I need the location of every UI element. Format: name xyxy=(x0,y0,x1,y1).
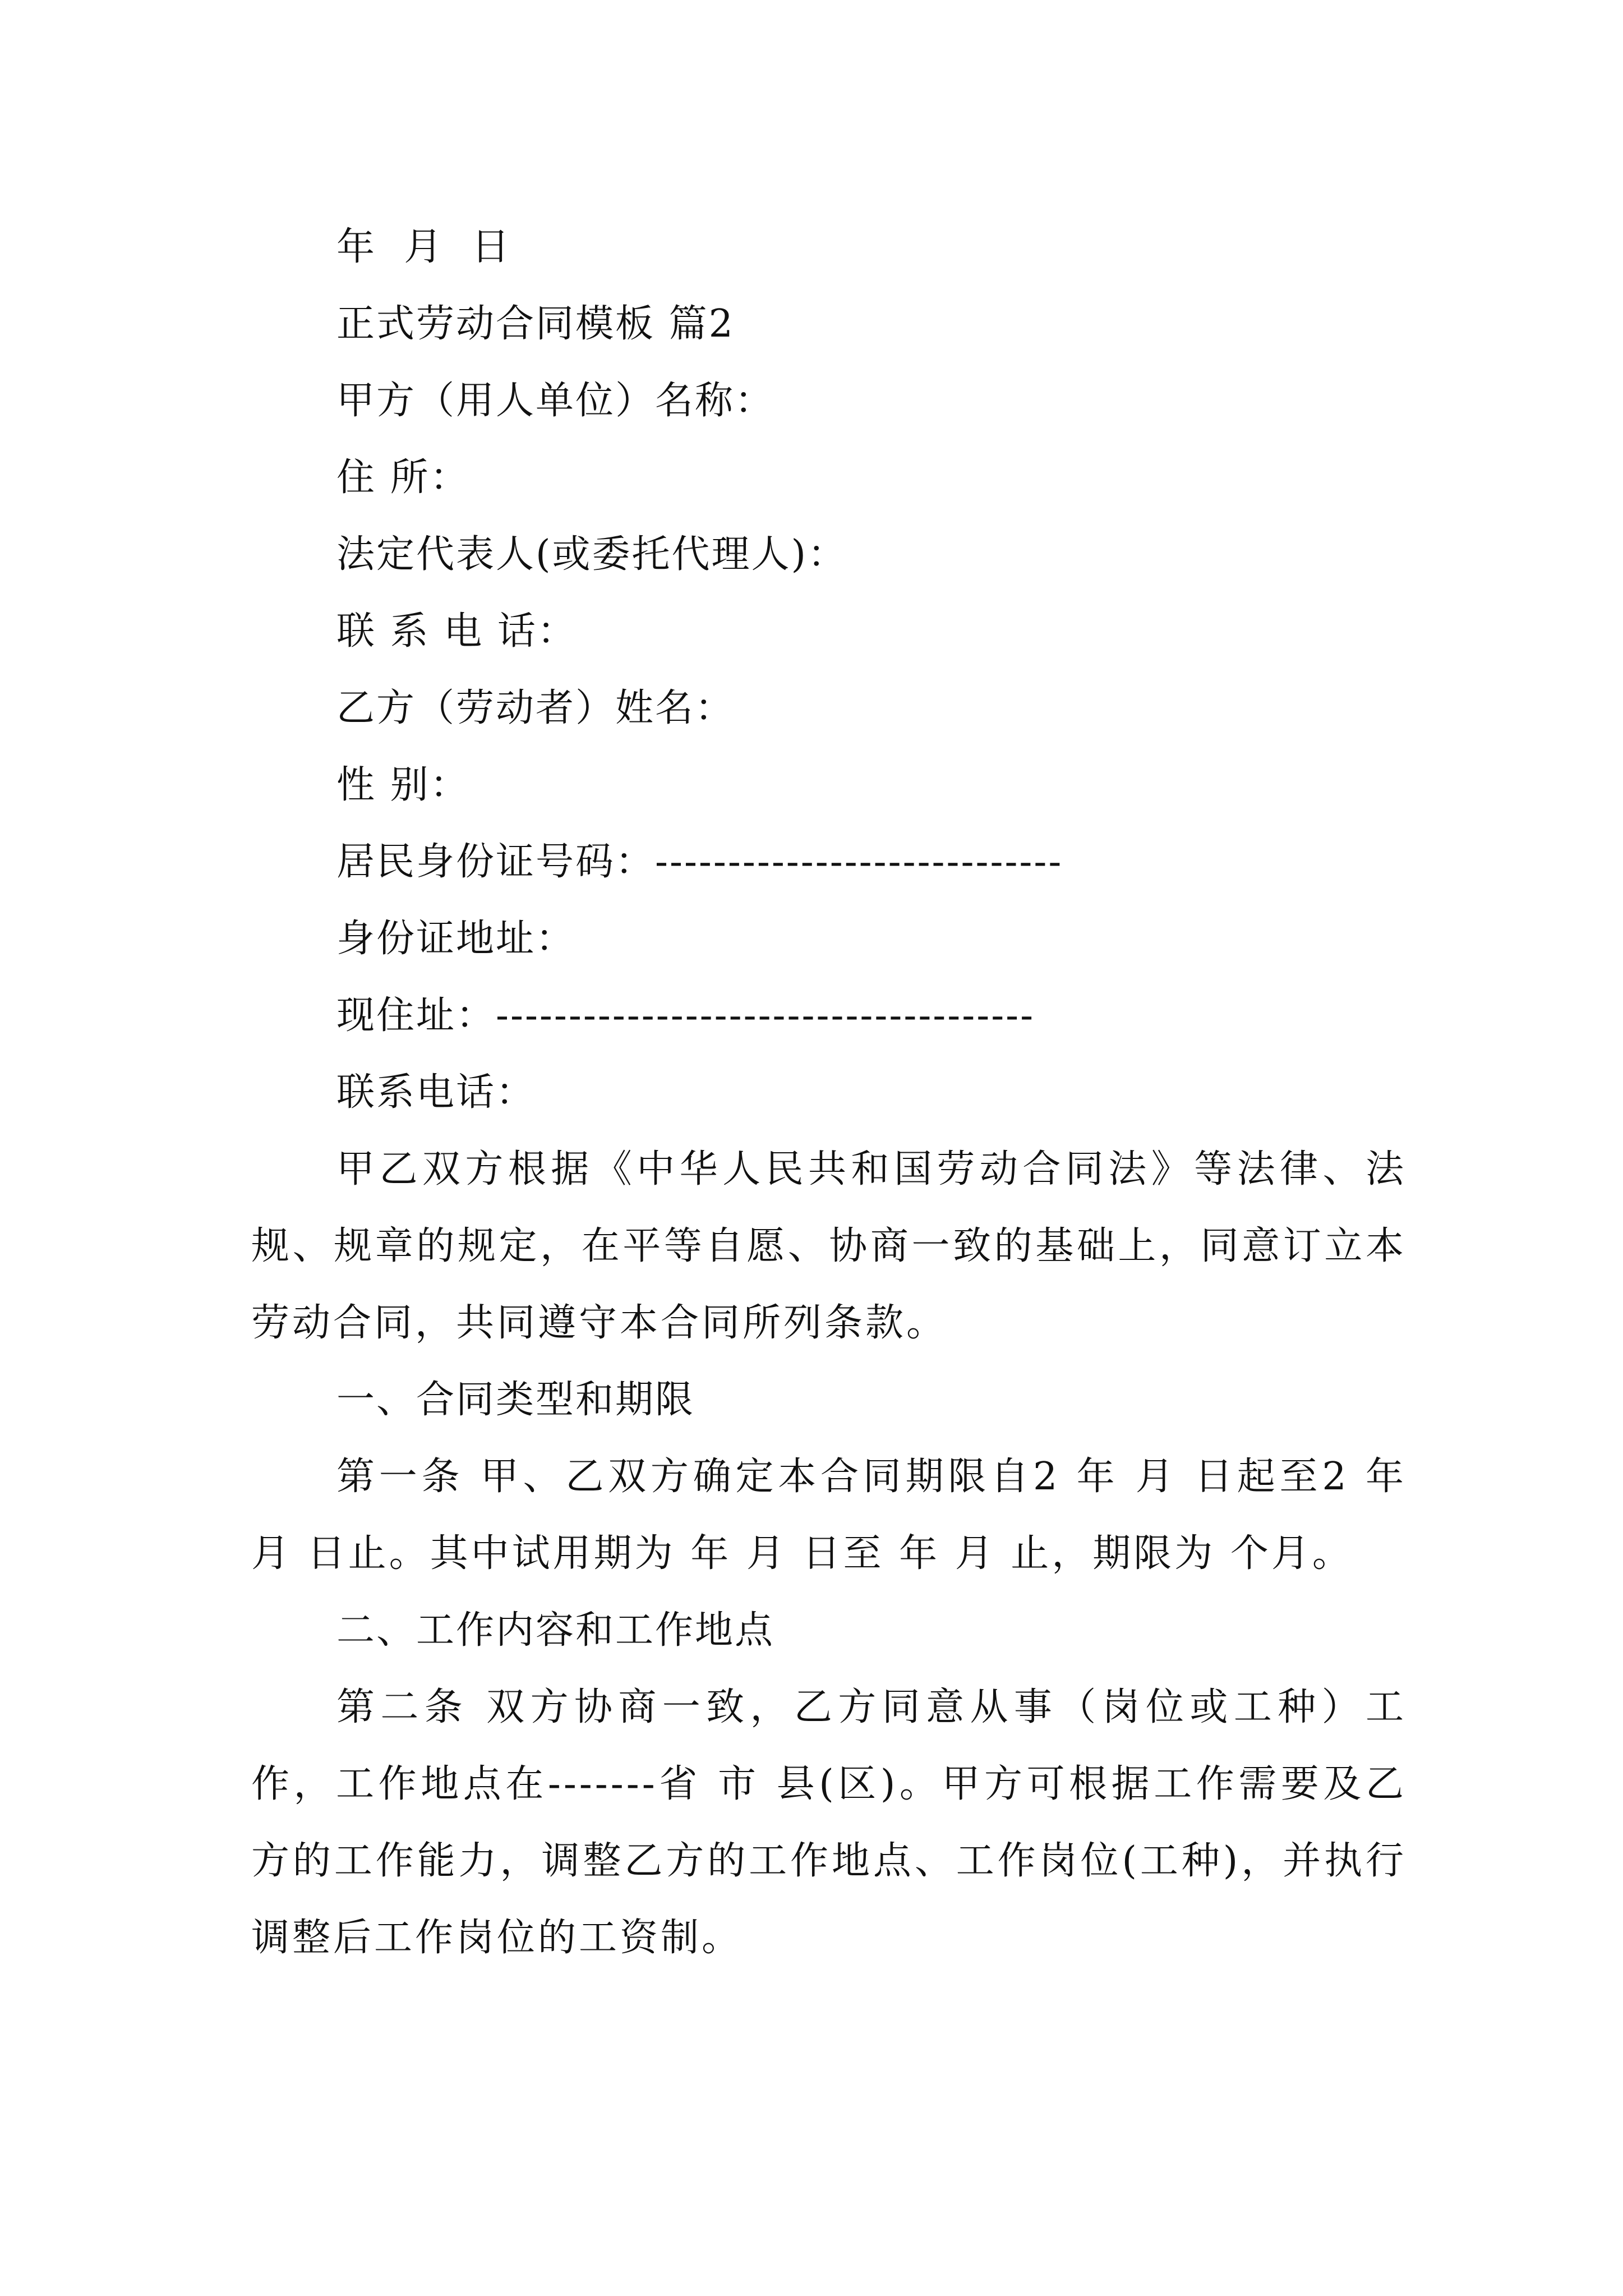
party-b-id-address-field: 身份证地址： xyxy=(336,917,576,961)
party-b-id-number-field: 居民身份证号码：---------------------------- xyxy=(336,840,1063,884)
section-heading-work-content: 二、工作内容和工作地点 xyxy=(336,1608,775,1653)
party-b-name-field: 乙方（劳动者）姓名： xyxy=(336,686,735,730)
article-1-paragraph: 第一条 甲、乙双方确定本合同期限自2 年 月 日起至2 年 月 日止。其中试用期为 年 月 日至 年 月 止，期限为 个月。 xyxy=(251,1455,1407,1576)
party-b-current-address-field: 现住址：------------------------------------- xyxy=(336,993,1035,1038)
section-title: 正式劳动合同模板 篇2 xyxy=(336,302,735,346)
date-line: 年 月 日 xyxy=(336,225,511,269)
section-heading-contract-type: 一、合同类型和期限 xyxy=(336,1378,695,1422)
party-a-address-field: 住 所： xyxy=(336,455,470,500)
document-body xyxy=(251,209,1407,1976)
party-a-name-field: 甲方（用人单位）名称： xyxy=(336,379,775,423)
party-b-gender-field: 性 别： xyxy=(336,763,470,807)
article-2-paragraph: 第二条 双方协商一致，乙方同意从事（岗位或工种）工作，工作地点在-------省 市 县(区)。甲方可根据工作需要及乙方的工作能力，调整乙方的工作地点、工作岗位(工种)，并执行调整后工作岗位的工资制。 xyxy=(251,1685,1407,1960)
party-a-phone-field: 联 系 电 话： xyxy=(336,609,577,654)
party-b-phone-field: 联系电话： xyxy=(336,1070,536,1115)
party-a-representative-field: 法定代表人(或委托代理人)： xyxy=(336,532,848,577)
preamble-paragraph: 甲乙双方根据《中华人民共和国劳动合同法》等法律、法规、规章的规定，在平等自愿、协商一致的基础上，同意订立本劳动合同，共同遵守本合同所列条款。 xyxy=(251,1147,1407,1345)
